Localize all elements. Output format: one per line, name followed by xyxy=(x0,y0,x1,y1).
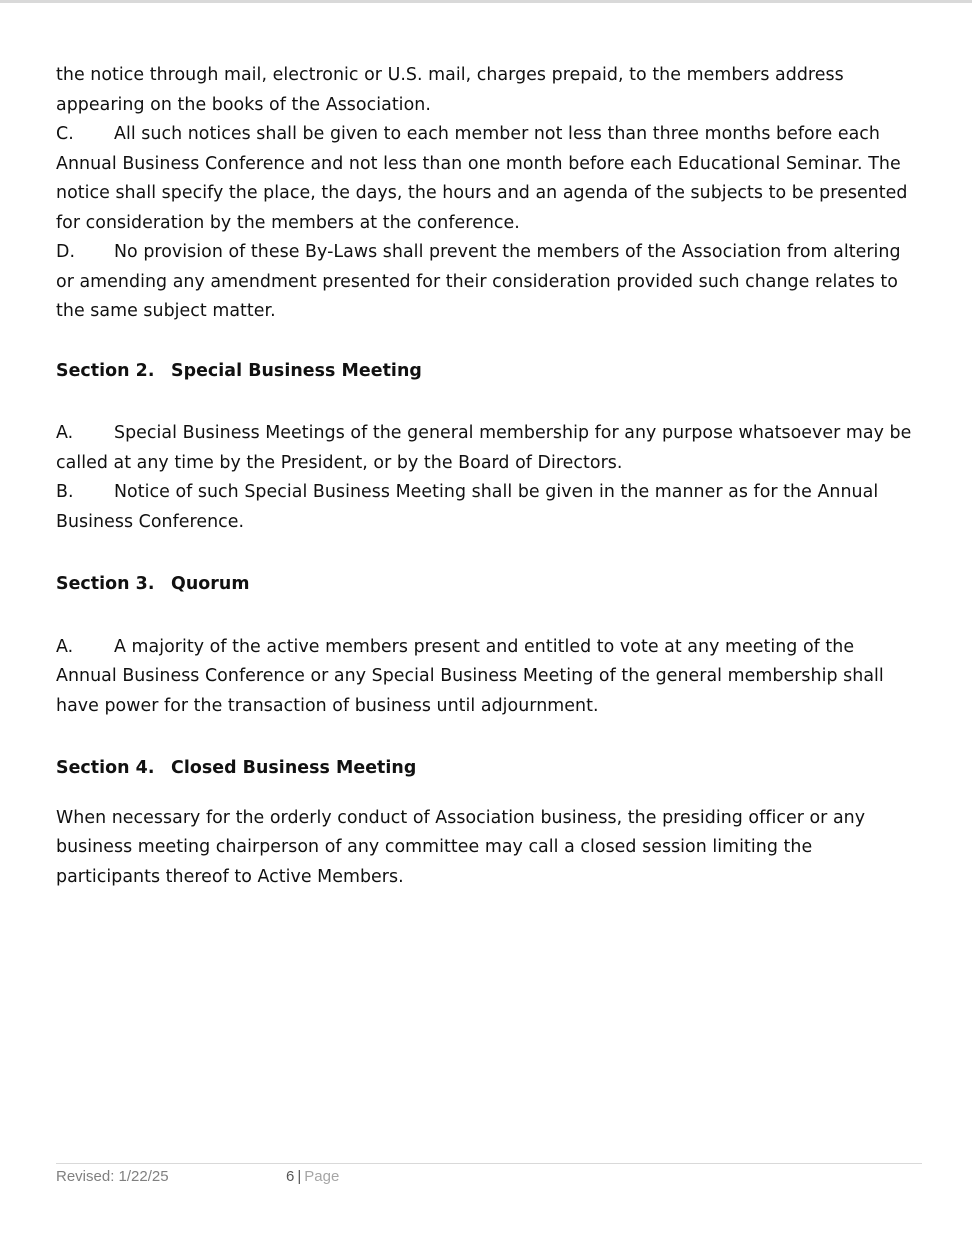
section-number: Section 2. xyxy=(56,360,155,381)
item-d xyxy=(56,238,918,327)
item-letter: D. xyxy=(56,242,76,262)
section-3-item-a xyxy=(56,633,918,722)
section-4-heading xyxy=(56,754,918,784)
item-c xyxy=(56,120,918,238)
section-2-heading xyxy=(56,357,918,387)
document-page xyxy=(56,61,918,892)
item-text: No provision of these By-Laws shall prevent the members of the Association from altering or amending any amendment presented for their consideration provided such change relates to the same subject matter. xyxy=(56,242,901,321)
item-letter: B. xyxy=(56,482,74,502)
item-letter: A. xyxy=(56,636,74,657)
page-number-separator: | xyxy=(297,1168,302,1185)
section-number: Section 4. xyxy=(56,758,155,778)
item-text: Notice of such Special Business Meeting shall be given in the manner as for the Annual Business Conference. xyxy=(56,482,879,532)
page-number xyxy=(286,1168,339,1185)
page-label: Page xyxy=(304,1168,340,1185)
section-title: Special Business Meeting xyxy=(171,360,422,381)
section-number: Section 3. xyxy=(56,574,155,594)
page-footer xyxy=(56,1163,922,1192)
item-text: Special Business Meetings of the general membership for any purpose whatsoever may be called at any time by the President, or by the Board of Directors. xyxy=(56,423,912,473)
section-2-item-a xyxy=(56,419,918,478)
section-title: Closed Business Meeting xyxy=(171,758,417,778)
section-2-item-b xyxy=(56,478,918,537)
section-title: Quorum xyxy=(171,574,250,594)
item-letter: A. xyxy=(56,423,74,443)
revised-date: Revised: 1/22/25 xyxy=(56,1168,169,1185)
item-text: A majority of the active members present and entitled to vote at any meeting of the Annual Business Conference or any Special Business Meeting of the general membership shall have power for the transaction of business until adjournment. xyxy=(56,636,884,716)
section-4-body: When necessary for the orderly conduct of Association business, the presiding officer or any business meeting chairperson of any committee may call a closed session limiting the participants thereof to Active Members. xyxy=(56,807,866,887)
item-letter: C. xyxy=(56,124,74,144)
continuation-paragraph: the notice through mail, electronic or U.S. mail, charges prepaid, to the members address appearing on the books of the Association. xyxy=(56,65,844,115)
page-number-value: 6 xyxy=(286,1168,295,1185)
item-text: All such notices shall be given to each member not less than three months before each Annual Business Conference and not less than one month before each Educational Seminar. The notice shall specify the place, the days, the hours and an agenda of the subjects to be presented for consideration by the members at the conference. xyxy=(56,124,908,233)
section-3-heading xyxy=(56,570,918,600)
page-top-border xyxy=(0,0,972,3)
